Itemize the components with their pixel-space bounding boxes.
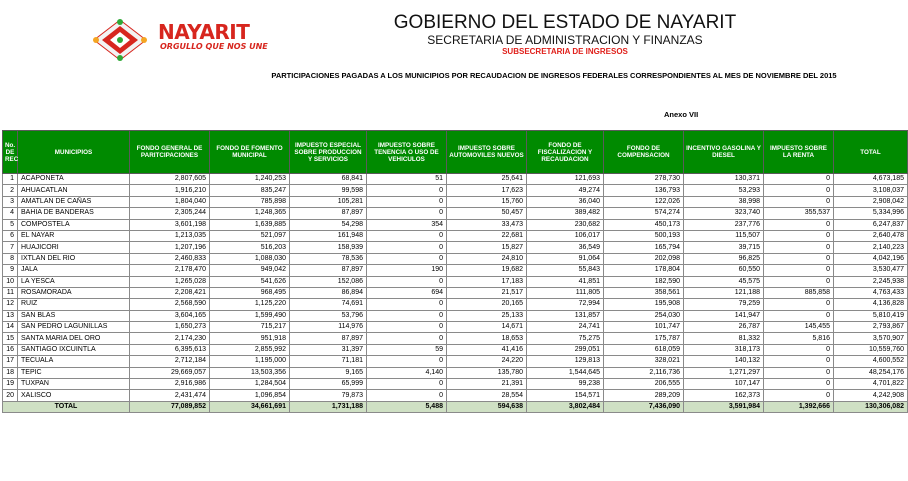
table-row bbox=[3, 185, 908, 196]
column-header: IMPUESTO SOBRE TENENCIA O USO DE VEHICULOS bbox=[367, 131, 447, 174]
total-cell: 77,089,852 bbox=[130, 401, 210, 412]
amount-cell: 0 bbox=[764, 174, 834, 185]
amount-cell: 17,623 bbox=[447, 185, 527, 196]
amount-cell: 87,897 bbox=[290, 265, 367, 276]
column-header: No. DE REC bbox=[3, 131, 18, 174]
amount-cell: 21,517 bbox=[447, 287, 527, 298]
amount-cell: 111,805 bbox=[527, 287, 604, 298]
amount-cell: 1,599,490 bbox=[210, 310, 290, 321]
amount-cell: 206,555 bbox=[604, 379, 684, 390]
total-cell: 5,488 bbox=[367, 401, 447, 412]
amount-cell: 289,209 bbox=[604, 390, 684, 401]
column-header: FONDO DE COMPENSACION bbox=[604, 131, 684, 174]
amount-cell: 0 bbox=[367, 299, 447, 310]
amount-cell: 0 bbox=[764, 299, 834, 310]
amount-cell: 2,712,184 bbox=[130, 356, 210, 367]
amount-cell: 33,473 bbox=[447, 219, 527, 230]
table-row bbox=[3, 310, 908, 321]
table-body bbox=[3, 174, 908, 402]
table-row bbox=[3, 379, 908, 390]
amount-cell: 49,274 bbox=[527, 185, 604, 196]
amount-cell: 121,693 bbox=[527, 174, 604, 185]
municipio-cell: BAHIA DE BANDERAS bbox=[18, 208, 130, 219]
report-title: PARTICIPACIONES PAGADAS A LOS MUNICIPIOS POR RECAUDACION DE INGRESOS FEDERALES CORRESPONDIENTES AL MES DE NOVIEMBRE DEL 2015 bbox=[271, 71, 837, 80]
amount-cell: 1,195,000 bbox=[210, 356, 290, 367]
amount-cell: 145,455 bbox=[764, 322, 834, 333]
amount-cell: 0 bbox=[764, 367, 834, 378]
amount-cell: 131,857 bbox=[527, 310, 604, 321]
amount-cell: 9,165 bbox=[290, 367, 367, 378]
amount-cell: 1,088,030 bbox=[210, 253, 290, 264]
amount-cell: 4,242,908 bbox=[834, 390, 908, 401]
amount-cell: 38,998 bbox=[684, 196, 764, 207]
amount-cell: 2,640,478 bbox=[834, 230, 908, 241]
amount-cell: 299,051 bbox=[527, 344, 604, 355]
amount-cell: 129,813 bbox=[527, 356, 604, 367]
amount-cell: 36,040 bbox=[527, 196, 604, 207]
amount-cell: 0 bbox=[764, 242, 834, 253]
amount-cell: 885,858 bbox=[764, 287, 834, 298]
amount-cell: 2,431,474 bbox=[130, 390, 210, 401]
amount-cell: 0 bbox=[764, 230, 834, 241]
amount-cell: 10,559,760 bbox=[834, 344, 908, 355]
amount-cell: 0 bbox=[764, 390, 834, 401]
amount-cell: 96,825 bbox=[684, 253, 764, 264]
row-number-cell: 9 bbox=[3, 265, 18, 276]
amount-cell: 2,305,244 bbox=[130, 208, 210, 219]
amount-cell: 278,730 bbox=[604, 174, 684, 185]
brand-slogan: ORGULLO QUE NOS UNE bbox=[160, 42, 268, 51]
table-row bbox=[3, 196, 908, 207]
amount-cell: 389,482 bbox=[527, 208, 604, 219]
amount-cell: 618,059 bbox=[604, 344, 684, 355]
amount-cell: 202,098 bbox=[604, 253, 684, 264]
amount-cell: 230,682 bbox=[527, 219, 604, 230]
amount-cell: 1,248,365 bbox=[210, 208, 290, 219]
municipio-cell: EL NAYAR bbox=[18, 230, 130, 241]
total-cell: 3,802,484 bbox=[527, 401, 604, 412]
amount-cell: 2,116,736 bbox=[604, 367, 684, 378]
municipio-cell: LA YESCA bbox=[18, 276, 130, 287]
row-number-cell: 6 bbox=[3, 230, 18, 241]
municipio-cell: TEPIC bbox=[18, 367, 130, 378]
total-cell: 7,436,090 bbox=[604, 401, 684, 412]
amount-cell: 24,810 bbox=[447, 253, 527, 264]
row-number-cell: 3 bbox=[3, 196, 18, 207]
amount-cell: 78,536 bbox=[290, 253, 367, 264]
amount-cell: 195,908 bbox=[604, 299, 684, 310]
amount-cell: 0 bbox=[367, 310, 447, 321]
amount-cell: 24,741 bbox=[527, 322, 604, 333]
municipio-cell: TECUALA bbox=[18, 356, 130, 367]
amount-cell: 24,220 bbox=[447, 356, 527, 367]
amount-cell: 107,147 bbox=[684, 379, 764, 390]
amount-cell: 1,916,210 bbox=[130, 185, 210, 196]
amount-cell: 55,843 bbox=[527, 265, 604, 276]
total-cell: 1,392,666 bbox=[764, 401, 834, 412]
amount-cell: 323,740 bbox=[684, 208, 764, 219]
amount-cell: 2,568,590 bbox=[130, 299, 210, 310]
amount-cell: 968,495 bbox=[210, 287, 290, 298]
table-row bbox=[3, 276, 908, 287]
table-row bbox=[3, 208, 908, 219]
municipio-cell: IXTLAN DEL RIO bbox=[18, 253, 130, 264]
amount-cell: 140,132 bbox=[684, 356, 764, 367]
amount-cell: 0 bbox=[367, 230, 447, 241]
amount-cell: 785,898 bbox=[210, 196, 290, 207]
amount-cell: 25,133 bbox=[447, 310, 527, 321]
row-number-cell: 5 bbox=[3, 219, 18, 230]
amount-cell: 0 bbox=[764, 356, 834, 367]
column-header: INCENTIVO GASOLINA Y DIESEL bbox=[684, 131, 764, 174]
amount-cell: 130,371 bbox=[684, 174, 764, 185]
amount-cell: 114,976 bbox=[290, 322, 367, 333]
amount-cell: 6,395,613 bbox=[130, 344, 210, 355]
municipio-cell: SAN BLAS bbox=[18, 310, 130, 321]
amount-cell: 15,827 bbox=[447, 242, 527, 253]
table-row bbox=[3, 287, 908, 298]
amount-cell: 99,238 bbox=[527, 379, 604, 390]
amount-cell: 182,590 bbox=[604, 276, 684, 287]
municipio-cell: ACAPONETA bbox=[18, 174, 130, 185]
municipio-cell: AHUACATLAN bbox=[18, 185, 130, 196]
amount-cell: 106,017 bbox=[527, 230, 604, 241]
amount-cell: 2,208,421 bbox=[130, 287, 210, 298]
amount-cell: 0 bbox=[367, 379, 447, 390]
total-cell: 3,591,984 bbox=[684, 401, 764, 412]
amount-cell: 0 bbox=[764, 344, 834, 355]
municipio-cell: SANTA MARIA DEL ORO bbox=[18, 333, 130, 344]
table-row bbox=[3, 322, 908, 333]
participaciones-table bbox=[2, 130, 908, 413]
table-row bbox=[3, 265, 908, 276]
row-number-cell: 4 bbox=[3, 208, 18, 219]
amount-cell: 355,537 bbox=[764, 208, 834, 219]
amount-cell: 0 bbox=[764, 310, 834, 321]
amount-cell: 141,947 bbox=[684, 310, 764, 321]
row-number-cell: 14 bbox=[3, 322, 18, 333]
amount-cell: 516,203 bbox=[210, 242, 290, 253]
amount-cell: 190 bbox=[367, 265, 447, 276]
amount-cell: 54,298 bbox=[290, 219, 367, 230]
amount-cell: 81,332 bbox=[684, 333, 764, 344]
row-number-cell: 2 bbox=[3, 185, 18, 196]
amount-cell: 5,810,419 bbox=[834, 310, 908, 321]
column-header: IMPUESTO ESPECIAL SOBRE PRODUCCION Y SERVICIOS bbox=[290, 131, 367, 174]
amount-cell: 949,042 bbox=[210, 265, 290, 276]
row-number-cell: 16 bbox=[3, 344, 18, 355]
amount-cell: 39,715 bbox=[684, 242, 764, 253]
amount-cell: 53,293 bbox=[684, 185, 764, 196]
amount-cell: 79,873 bbox=[290, 390, 367, 401]
amount-cell: 41,416 bbox=[447, 344, 527, 355]
amount-cell: 14,671 bbox=[447, 322, 527, 333]
table-row bbox=[3, 230, 908, 241]
amount-cell: 19,682 bbox=[447, 265, 527, 276]
amount-cell: 1,265,028 bbox=[130, 276, 210, 287]
amount-cell: 51 bbox=[367, 174, 447, 185]
amount-cell: 0 bbox=[367, 208, 447, 219]
table-row bbox=[3, 356, 908, 367]
amount-cell: 175,787 bbox=[604, 333, 684, 344]
amount-cell: 0 bbox=[367, 356, 447, 367]
amount-cell: 162,373 bbox=[684, 390, 764, 401]
amount-cell: 86,894 bbox=[290, 287, 367, 298]
amount-cell: 53,796 bbox=[290, 310, 367, 321]
amount-cell: 5,334,996 bbox=[834, 208, 908, 219]
amount-cell: 2,916,986 bbox=[130, 379, 210, 390]
amount-cell: 6,247,837 bbox=[834, 219, 908, 230]
row-number-cell: 20 bbox=[3, 390, 18, 401]
amount-cell: 15,760 bbox=[447, 196, 527, 207]
row-number-cell: 18 bbox=[3, 367, 18, 378]
amount-cell: 60,550 bbox=[684, 265, 764, 276]
amount-cell: 0 bbox=[764, 276, 834, 287]
amount-cell: 158,939 bbox=[290, 242, 367, 253]
amount-cell: 165,794 bbox=[604, 242, 684, 253]
amount-cell: 26,787 bbox=[684, 322, 764, 333]
amount-cell: 0 bbox=[764, 253, 834, 264]
amount-cell: 4,136,828 bbox=[834, 299, 908, 310]
amount-cell: 72,994 bbox=[527, 299, 604, 310]
column-header: IMPUESTO SOBRE LA RENTA bbox=[764, 131, 834, 174]
amount-cell: 3,570,907 bbox=[834, 333, 908, 344]
amount-cell: 0 bbox=[764, 219, 834, 230]
municipio-cell: JALA bbox=[18, 265, 130, 276]
amount-cell: 5,816 bbox=[764, 333, 834, 344]
amount-cell: 358,561 bbox=[604, 287, 684, 298]
amount-cell: 45,575 bbox=[684, 276, 764, 287]
amount-cell: 152,086 bbox=[290, 276, 367, 287]
amount-cell: 1,213,035 bbox=[130, 230, 210, 241]
amount-cell: 1,639,885 bbox=[210, 219, 290, 230]
amount-cell: 22,681 bbox=[447, 230, 527, 241]
table-row bbox=[3, 367, 908, 378]
amount-cell: 254,030 bbox=[604, 310, 684, 321]
amount-cell: 161,948 bbox=[290, 230, 367, 241]
amount-cell: 31,397 bbox=[290, 344, 367, 355]
column-header: TOTAL bbox=[834, 131, 908, 174]
amount-cell: 29,669,057 bbox=[130, 367, 210, 378]
subsecretaria-title: SUBSECRETARIA DE INGRESOS bbox=[502, 47, 628, 56]
amount-cell: 0 bbox=[367, 196, 447, 207]
amount-cell: 0 bbox=[367, 185, 447, 196]
total-cell: 34,661,691 bbox=[210, 401, 290, 412]
table-row bbox=[3, 299, 908, 310]
row-number-cell: 15 bbox=[3, 333, 18, 344]
amount-cell: 951,918 bbox=[210, 333, 290, 344]
row-number-cell: 10 bbox=[3, 276, 18, 287]
amount-cell: 115,507 bbox=[684, 230, 764, 241]
amount-cell: 2,245,938 bbox=[834, 276, 908, 287]
table-row bbox=[3, 253, 908, 264]
row-number-cell: 17 bbox=[3, 356, 18, 367]
amount-cell: 2,807,605 bbox=[130, 174, 210, 185]
nayarit-emblem-icon bbox=[92, 18, 148, 62]
amount-cell: 87,897 bbox=[290, 333, 367, 344]
total-cell: 1,731,188 bbox=[290, 401, 367, 412]
municipio-cell: HUAJICORI bbox=[18, 242, 130, 253]
amount-cell: 68,841 bbox=[290, 174, 367, 185]
amount-cell: 694 bbox=[367, 287, 447, 298]
amount-cell: 715,217 bbox=[210, 322, 290, 333]
amount-cell: 835,247 bbox=[210, 185, 290, 196]
amount-cell: 121,188 bbox=[684, 287, 764, 298]
row-number-cell: 7 bbox=[3, 242, 18, 253]
amount-cell: 4,042,196 bbox=[834, 253, 908, 264]
row-number-cell: 11 bbox=[3, 287, 18, 298]
table-row bbox=[3, 242, 908, 253]
brand-name: NAYARIT bbox=[158, 20, 250, 44]
amount-cell: 28,554 bbox=[447, 390, 527, 401]
nayarit-logo bbox=[92, 14, 272, 60]
amount-cell: 0 bbox=[764, 379, 834, 390]
amount-cell: 354 bbox=[367, 219, 447, 230]
amount-cell: 521,097 bbox=[210, 230, 290, 241]
amount-cell: 0 bbox=[367, 322, 447, 333]
column-header: MUNICIPIOS bbox=[18, 131, 130, 174]
amount-cell: 574,274 bbox=[604, 208, 684, 219]
column-header: FONDO DE FISCALIZACION Y RECAUDACION bbox=[527, 131, 604, 174]
amount-cell: 136,793 bbox=[604, 185, 684, 196]
amount-cell: 105,281 bbox=[290, 196, 367, 207]
amount-cell: 41,851 bbox=[527, 276, 604, 287]
column-header: FONDO DE FOMENTO MUNICIPAL bbox=[210, 131, 290, 174]
amount-cell: 74,691 bbox=[290, 299, 367, 310]
amount-cell: 91,064 bbox=[527, 253, 604, 264]
amount-cell: 122,026 bbox=[604, 196, 684, 207]
amount-cell: 87,897 bbox=[290, 208, 367, 219]
municipio-cell: ROSAMORADA bbox=[18, 287, 130, 298]
amount-cell: 541,626 bbox=[210, 276, 290, 287]
amount-cell: 79,259 bbox=[684, 299, 764, 310]
amount-cell: 0 bbox=[367, 253, 447, 264]
amount-cell: 4,701,822 bbox=[834, 379, 908, 390]
table-row bbox=[3, 333, 908, 344]
amount-cell: 1,240,253 bbox=[210, 174, 290, 185]
row-number-cell: 13 bbox=[3, 310, 18, 321]
municipio-cell: XALISCO bbox=[18, 390, 130, 401]
secretaria-title: SECRETARIA DE ADMINISTRACION Y FINANZAS bbox=[427, 33, 703, 47]
amount-cell: 0 bbox=[764, 185, 834, 196]
amount-cell: 2,460,833 bbox=[130, 253, 210, 264]
municipio-cell: RUIZ bbox=[18, 299, 130, 310]
row-number-cell: 19 bbox=[3, 379, 18, 390]
annex-label: Anexo VII bbox=[664, 110, 699, 119]
municipio-cell: AMATLAN DE CAÑAS bbox=[18, 196, 130, 207]
amount-cell: 2,178,470 bbox=[130, 265, 210, 276]
amount-cell: 101,747 bbox=[604, 322, 684, 333]
row-number-cell: 12 bbox=[3, 299, 18, 310]
amount-cell: 1,125,220 bbox=[210, 299, 290, 310]
column-header: FONDO GENERAL DE PARITCIPACIONES bbox=[130, 131, 210, 174]
amount-cell: 0 bbox=[367, 276, 447, 287]
amount-cell: 21,391 bbox=[447, 379, 527, 390]
amount-cell: 1,544,645 bbox=[527, 367, 604, 378]
amount-cell: 4,600,552 bbox=[834, 356, 908, 367]
amount-cell: 0 bbox=[764, 196, 834, 207]
amount-cell: 65,999 bbox=[290, 379, 367, 390]
amount-cell: 154,571 bbox=[527, 390, 604, 401]
amount-cell: 59 bbox=[367, 344, 447, 355]
amount-cell: 71,181 bbox=[290, 356, 367, 367]
amount-cell: 135,780 bbox=[447, 367, 527, 378]
amount-cell: 2,908,042 bbox=[834, 196, 908, 207]
column-header: IMPUESTO SOBRE AUTOMOVILES NUEVOS bbox=[447, 131, 527, 174]
amount-cell: 318,173 bbox=[684, 344, 764, 355]
amount-cell: 1,650,273 bbox=[130, 322, 210, 333]
amount-cell: 75,275 bbox=[527, 333, 604, 344]
amount-cell: 2,855,992 bbox=[210, 344, 290, 355]
amount-cell: 328,021 bbox=[604, 356, 684, 367]
amount-cell: 178,804 bbox=[604, 265, 684, 276]
amount-cell: 500,193 bbox=[604, 230, 684, 241]
amount-cell: 4,140 bbox=[367, 367, 447, 378]
total-cell: 130,306,082 bbox=[834, 401, 908, 412]
amount-cell: 99,598 bbox=[290, 185, 367, 196]
table-row bbox=[3, 344, 908, 355]
amount-cell: 4,763,433 bbox=[834, 287, 908, 298]
row-number-cell: 8 bbox=[3, 253, 18, 264]
table-row bbox=[3, 390, 908, 401]
total-row bbox=[3, 401, 908, 412]
government-title: GOBIERNO DEL ESTADO DE NAYARIT bbox=[393, 12, 737, 33]
table-header-row bbox=[3, 131, 908, 174]
amount-cell: 1,804,040 bbox=[130, 196, 210, 207]
amount-cell: 17,183 bbox=[447, 276, 527, 287]
total-label: TOTAL bbox=[3, 401, 130, 412]
amount-cell: 50,457 bbox=[447, 208, 527, 219]
municipio-cell: TUXPAN bbox=[18, 379, 130, 390]
amount-cell: 3,530,477 bbox=[834, 265, 908, 276]
table-row bbox=[3, 174, 908, 185]
amount-cell: 2,174,230 bbox=[130, 333, 210, 344]
amount-cell: 3,108,037 bbox=[834, 185, 908, 196]
amount-cell: 18,653 bbox=[447, 333, 527, 344]
amount-cell: 4,673,185 bbox=[834, 174, 908, 185]
amount-cell: 3,604,165 bbox=[130, 310, 210, 321]
amount-cell: 450,173 bbox=[604, 219, 684, 230]
municipio-cell: SAN PEDRO LAGUNILLAS bbox=[18, 322, 130, 333]
amount-cell: 1,284,504 bbox=[210, 379, 290, 390]
amount-cell: 25,641 bbox=[447, 174, 527, 185]
amount-cell: 1,207,196 bbox=[130, 242, 210, 253]
amount-cell: 48,254,176 bbox=[834, 367, 908, 378]
amount-cell: 0 bbox=[764, 265, 834, 276]
amount-cell: 36,549 bbox=[527, 242, 604, 253]
row-number-cell: 1 bbox=[3, 174, 18, 185]
amount-cell: 20,165 bbox=[447, 299, 527, 310]
municipio-cell: COMPOSTELA bbox=[18, 219, 130, 230]
total-cell: 594,638 bbox=[447, 401, 527, 412]
amount-cell: 237,776 bbox=[684, 219, 764, 230]
amount-cell: 0 bbox=[367, 242, 447, 253]
amount-cell: 2,793,867 bbox=[834, 322, 908, 333]
amount-cell: 3,601,198 bbox=[130, 219, 210, 230]
amount-cell: 2,140,223 bbox=[834, 242, 908, 253]
municipio-cell: SANTIAGO IXCUINTLA bbox=[18, 344, 130, 355]
amount-cell: 1,271,297 bbox=[684, 367, 764, 378]
table-row bbox=[3, 219, 908, 230]
amount-cell: 0 bbox=[367, 333, 447, 344]
amount-cell: 1,096,854 bbox=[210, 390, 290, 401]
amount-cell: 0 bbox=[367, 390, 447, 401]
amount-cell: 13,503,356 bbox=[210, 367, 290, 378]
